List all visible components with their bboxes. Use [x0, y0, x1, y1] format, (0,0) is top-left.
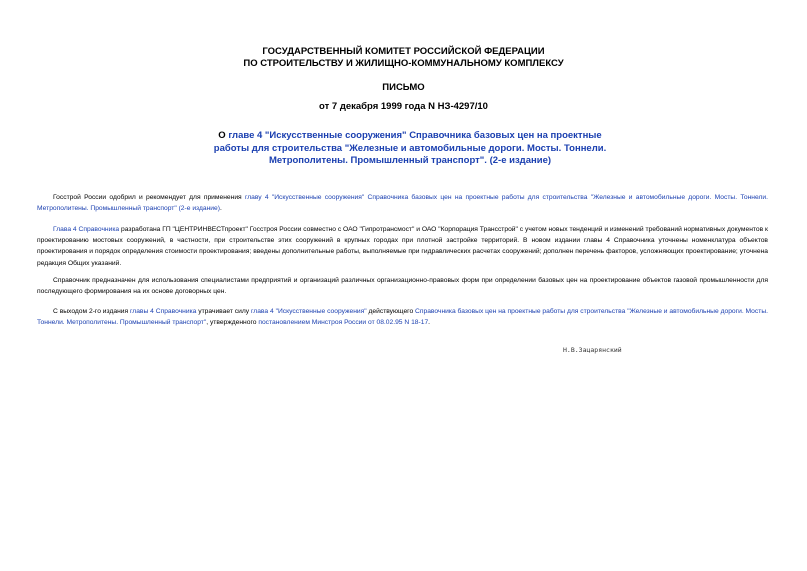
p4-text-1: С выходом 2-го издания — [53, 308, 131, 315]
p4-link-resolution[interactable]: постановлением Минстроя России от 08.02.95 N 18-17 — [258, 319, 429, 327]
paragraph-2 — [37, 224, 768, 269]
paragraph-1 — [37, 192, 768, 214]
issuer-line-1: ГОСУДАРСТВЕННЫЙ КОМИТЕТ РОССИЙСКОЙ ФЕДЕРАЦИИ — [262, 46, 545, 57]
subject-prefix: О — [218, 130, 229, 141]
p1-link-chapter-4[interactable]: главу 4 "Искусственные сооружения" Справочника базовых цен на проектные работы для строительства "Железные и автомобильные дороги. Мосты. Тоннели. Метрополитены. Промышленный транспорт" (2-е издание) — [37, 194, 768, 213]
p2-text-1: разработана ГП "ЦЕНТРИНВЕСТпроект" Госстроя России совместно с ОАО "Гипротрансмост" и ОАО "Корпорация Трансстрой" с учетом новых тенденций и изменений требований нормативных документов к проектированию мостовых сооружений, в частности, при строительстве этих сооружений в крупных городах при плотной застройке территорий. В новом издании главы 4 Справочника уточнены номенклатура объектов проектирования и порядок определения стоимости проектирования; введены дополнительные работы, выполняемые при гидравлических расчетах сооружений; дополнен перечень факторов, усложняющих проектирование; уточнена редакция Общих указаний. — [37, 226, 768, 267]
issuer-line-2: ПО СТРОИТЕЛЬСТВУ И ЖИЛИЩНО-КОММУНАЛЬНОМУ КОМПЛЕКСУ — [243, 58, 564, 69]
p4-text-5: . — [428, 319, 431, 327]
document-date-number: от 7 декабря 1999 года N НЗ-4297/10 — [319, 101, 488, 112]
p4-link-chapter-4-reference[interactable]: главы 4 Справочника — [130, 308, 197, 315]
p3-text-1: Справочник предназначен для использования специалистами предприятий и организаций различных организационно-правовых форм при определении базовых цен на проектирование объектов газовой промышленности для последующего формирования на их основе договорных цен. — [37, 277, 768, 296]
paragraph-4 — [37, 306, 768, 328]
p4-link-old-chapter-4[interactable]: глава 4 "Искусственные сооружения" — [251, 308, 367, 315]
paragraph-3 — [37, 275, 768, 297]
p4-text-3: действующего — [366, 308, 416, 315]
signature-name: Н.В.Зацарянский — [563, 346, 622, 354]
document-type: ПИСЬМО — [382, 82, 425, 93]
p1-text-1: Госстрой России одобрил и рекомендует для применения — [53, 194, 245, 201]
subject-link[interactable]: главе 4 "Искусственные сооружения" Справочника базовых цен на проектные работы для строительства "Железные и автомобильные дороги. Мосты. Тоннели. Метрополитены. Промышленный транспорт". (2-е издание) — [213, 130, 607, 166]
p4-text-2: утрачивает силу — [196, 308, 251, 315]
p4-link-handbook[interactable]: Справочника базовых цен на проектные работы для строительства "Железные и автомобильные дороги. Мосты. Тоннели. Метрополитены. Промышленный транспорт" — [37, 308, 768, 327]
p1-text-2: . — [219, 205, 222, 213]
document-subject — [200, 130, 620, 168]
p4-text-4: , утвержденного — [206, 319, 259, 327]
p2-link-chapter-4[interactable]: Глава 4 Справочника — [53, 226, 120, 233]
